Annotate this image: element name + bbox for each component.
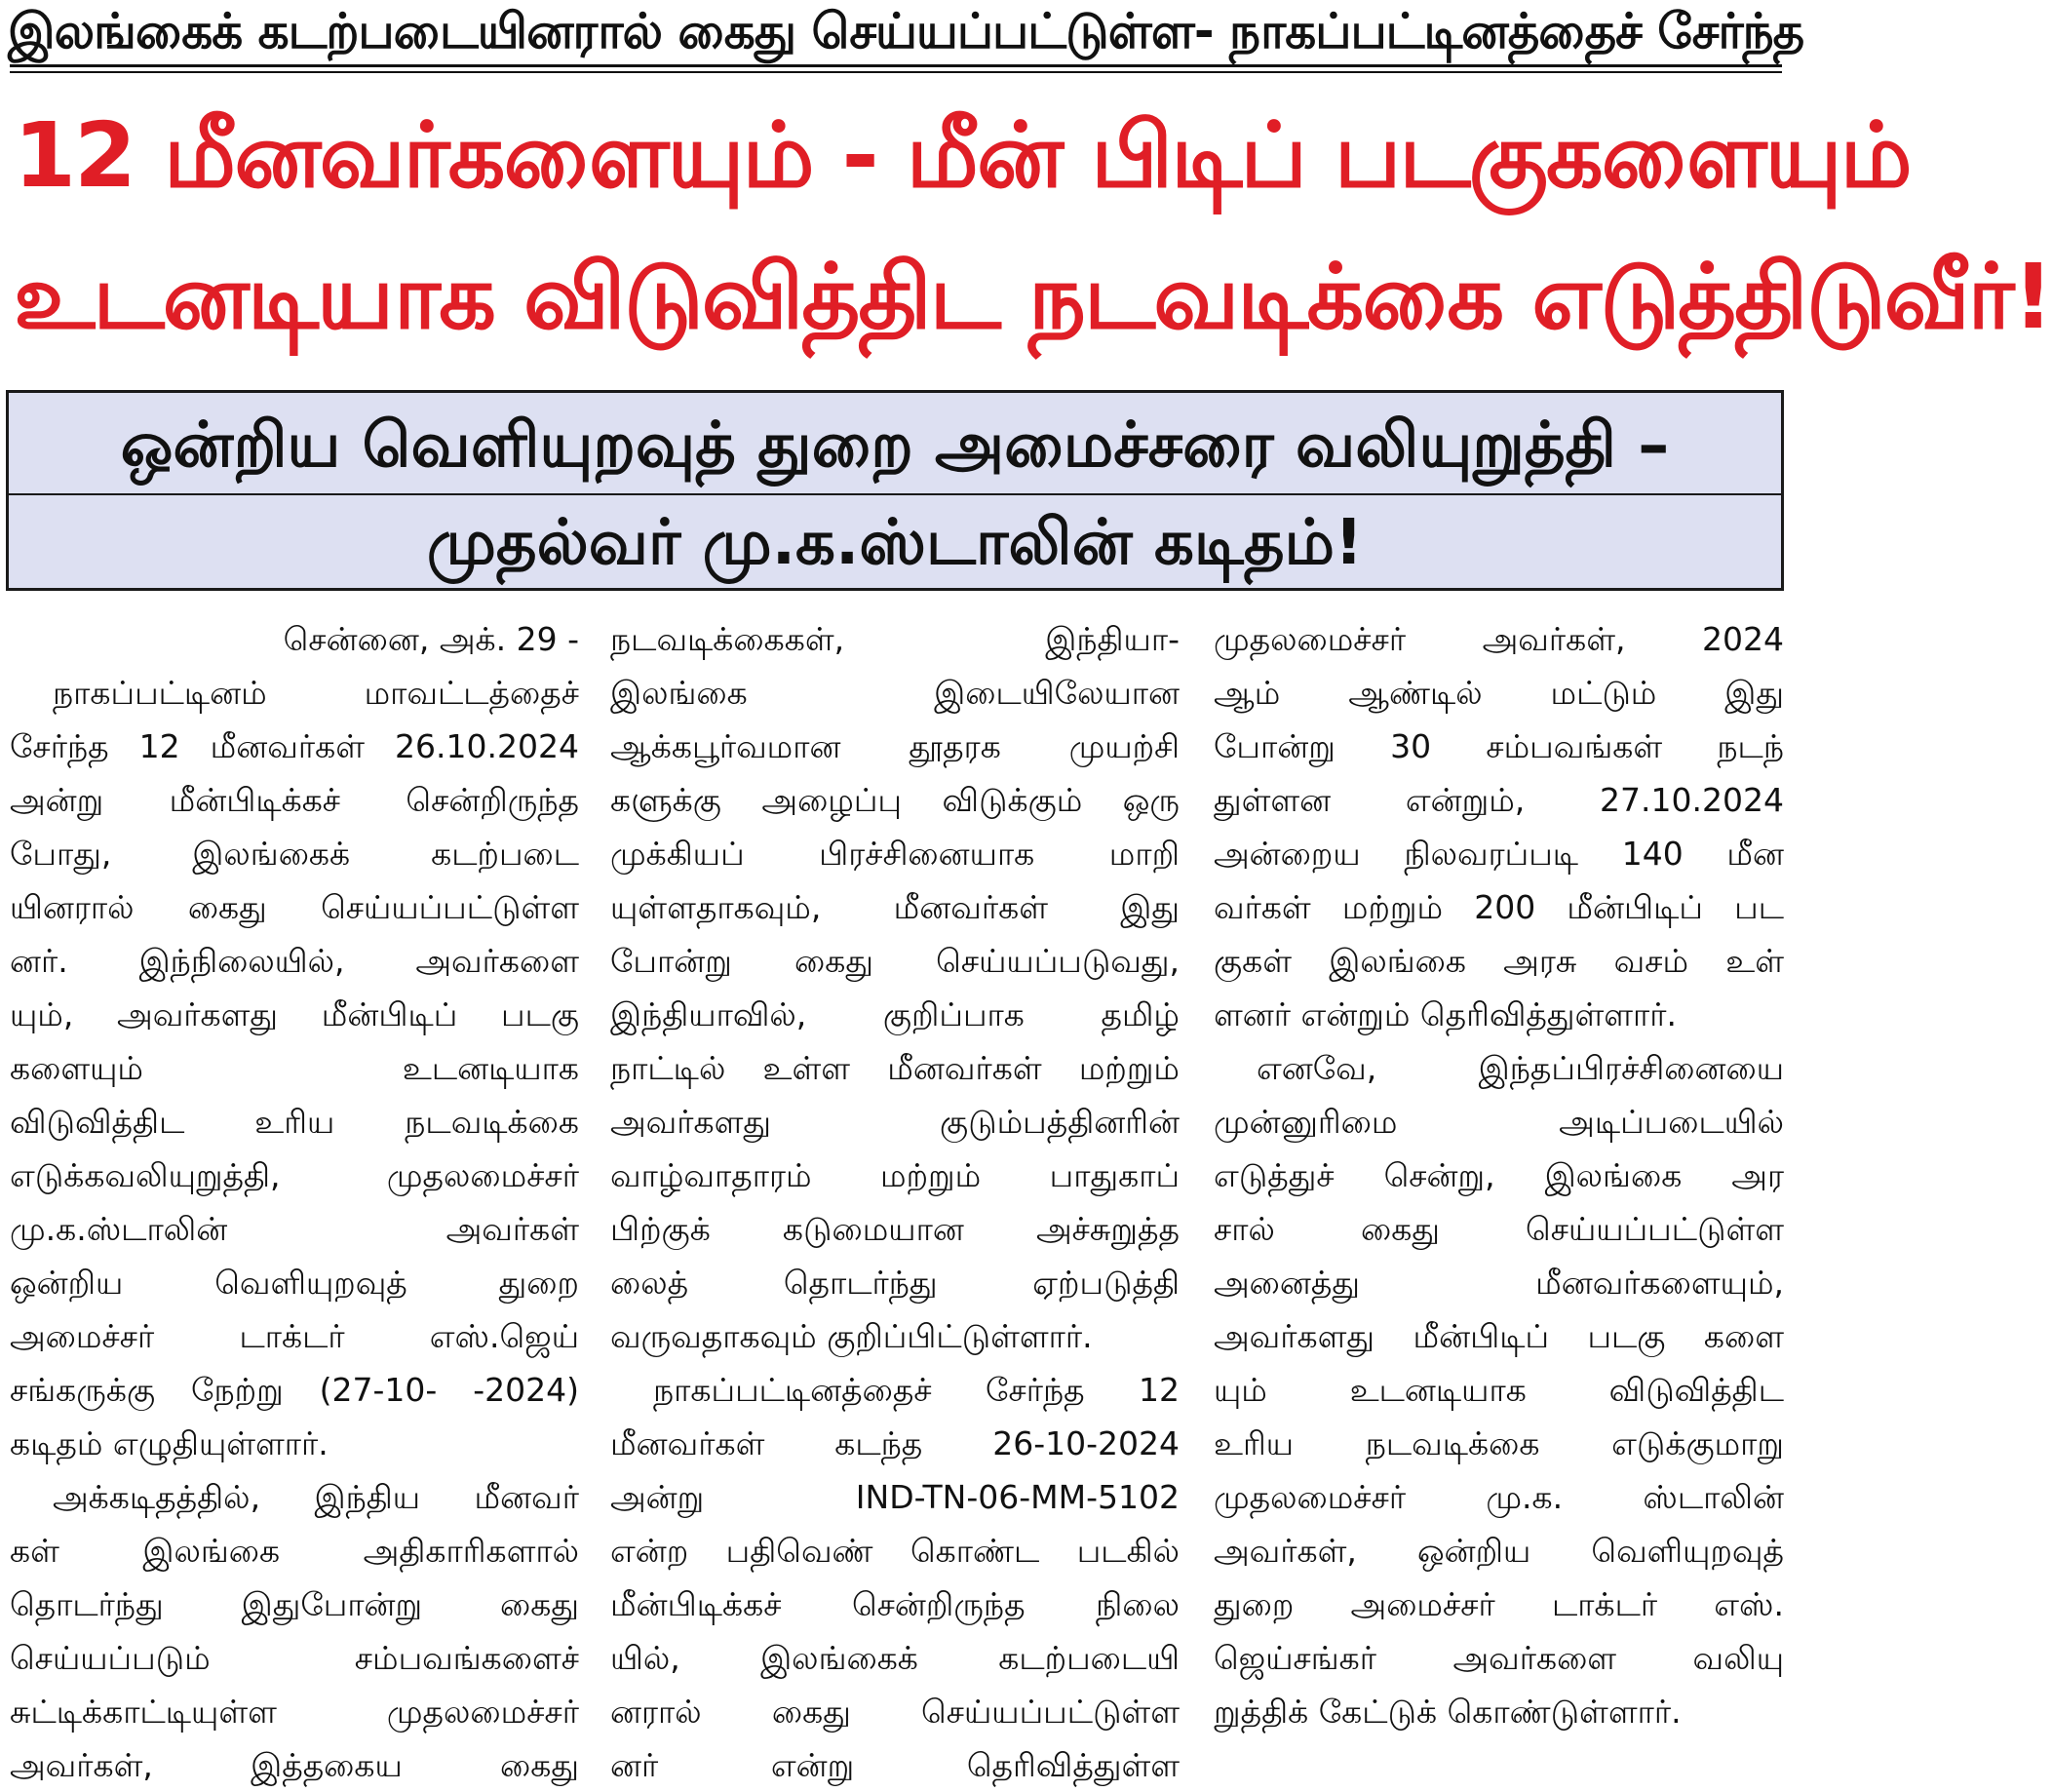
article-line: பிற்குக் கடுமையான அச்சுறுத்த [610, 1210, 1180, 1248]
article-line: னர். இந்நிலையில், அவர்களை [10, 942, 579, 980]
article-line: ஜெய்சங்கர் அவர்களை வலியு [1214, 1639, 1784, 1677]
article-line: நாட்டில் உள்ள மீனவர்கள் மற்றும் [610, 1049, 1180, 1087]
article-line: மீன்பிடிக்கச் சென்றிருந்த நிலை [610, 1585, 1180, 1623]
subheadline-line-1: ஒன்றிய வெளியுறவுத் துறை அமைச்சரை வலியுறுத்தி – [120, 409, 1670, 482]
kicker-underline [10, 64, 1782, 67]
kicker-underline-2 [10, 71, 1782, 73]
subheadline-box [6, 390, 1784, 591]
article-line: சுட்டிக்காட்டியுள்ள முதலமைச்சர் [10, 1693, 579, 1731]
article-line: யும் உடனடியாக விடுவித்திட [1214, 1371, 1784, 1409]
main-headline-line-2: உடனடியாக விடுவித்திட நடவடிக்கை எடுத்திடுவீர்! [14, 245, 2052, 349]
article-line: அவர்கள், ஒன்றிய வெளியுறவுத் [1214, 1532, 1784, 1570]
article-line: றுத்திக் கேட்டுக் கொண்டுள்ளார். [1214, 1693, 1682, 1731]
article-line: மு.க.ஸ்டாலின் அவர்கள் [10, 1210, 579, 1248]
article-line: சங்கருக்கு நேற்று (27-10- -2024) [10, 1371, 579, 1409]
article-line: அமைச்சர் டாக்டர் எஸ்.ஜெய் [10, 1317, 579, 1355]
article-line: முக்கியப் பிரச்சினையாக மாறி [610, 835, 1180, 873]
article-line: செய்யப்படும் சம்பவங்களைச் [10, 1639, 579, 1677]
article-line: அவர்களது குடும்பத்தினரின் [610, 1103, 1180, 1141]
article-line: நாகப்பட்டினத்தைச் சேர்ந்த 12 [653, 1371, 1180, 1409]
article-line: நடவடிக்கைகள், இந்தியா- [610, 620, 1180, 658]
article-line: துறை அமைச்சர் டாக்டர் எஸ். [1214, 1585, 1784, 1623]
article-column-1 [10, 612, 579, 1784]
article-line: அனைத்து மீனவர்களையும், [1214, 1264, 1784, 1302]
article-line: ளனர் என்றும் தெரிவித்துள்ளார். [1214, 995, 1678, 1033]
article-line: ஒன்றிய வெளியுறவுத் துறை [10, 1264, 579, 1302]
article-line: போன்று 30 சம்பவங்கள் நடந் [1214, 727, 1784, 765]
article-line: அக்கடிதத்தில், இந்திய மீனவர் [53, 1478, 579, 1516]
article-line: நாகப்பட்டினம் மாவட்டத்தைச் [53, 674, 579, 712]
article-line: இலங்கை இடையிலேயான [610, 674, 1180, 712]
article-line: விடுவித்திட உரிய நடவடிக்கை [10, 1103, 579, 1141]
subheadline-divider [9, 493, 1781, 495]
article-line: வருவதாகவும் குறிப்பிட்டுள்ளார். [610, 1317, 1093, 1355]
article-line: முதலமைச்சர் அவர்கள், 2024 [1214, 620, 1784, 658]
article-line: தொடர்ந்து இதுபோன்று கைது [10, 1585, 579, 1623]
article-line: யில், இலங்கைக் கடற்படையி [610, 1639, 1180, 1677]
article-line: இந்தியாவில், குறிப்பாக தமிழ் [610, 995, 1180, 1033]
article-line: உரிய நடவடிக்கை எடுக்குமாறு [1214, 1424, 1784, 1462]
article-line: னர் என்று தெரிவித்துள்ள [610, 1746, 1180, 1784]
article-line: கள் இலங்கை அதிகாரிகளால் [10, 1532, 579, 1570]
article-line: அவர்கள், இத்தகைய கைது [10, 1746, 579, 1784]
article-line: என்ற பதிவெண் கொண்ட படகில் [610, 1532, 1180, 1570]
article-line: குகள் இலங்கை அரசு வசம் உள் [1214, 942, 1784, 980]
article-line: எடுத்துச் சென்று, இலங்கை அர [1214, 1156, 1784, 1194]
article-line: வாழ்வாதாரம் மற்றும் பாதுகாப் [610, 1156, 1180, 1194]
article-column-3 [1214, 612, 1784, 1763]
article-line: கடிதம் எழுதியுள்ளார். [10, 1424, 329, 1462]
article-line: சென்னை, அக். 29 - [283, 620, 579, 658]
article-line: போன்று கைது செய்யப்படுவது, [610, 942, 1180, 980]
article-line: யும், அவர்களது மீன்பிடிப் படகு [10, 995, 579, 1033]
article-line: யுள்ளதாகவும், மீனவர்கள் இது [610, 888, 1180, 926]
article-line: அன்று மீன்பிடிக்கச் சென்றிருந்த [10, 781, 579, 819]
subheadline-line-2: முதல்வர் மு.க.ஸ்டாலின் கடிதம்! [426, 507, 1364, 579]
article-line: னரால் கைது செய்யப்பட்டுள்ள [610, 1693, 1180, 1731]
article-line: எனவே, இந்தப்பிரச்சினையை [1257, 1049, 1784, 1087]
article-line: அன்று IND-TN-06-MM-5102 [610, 1478, 1180, 1516]
article-column-2 [610, 612, 1180, 1784]
article-line: ஆம் ஆண்டில் மட்டும் இது [1214, 674, 1784, 712]
article-line: சால் கைது செய்யப்பட்டுள்ள [1214, 1210, 1784, 1248]
article-line: யினரால் கைது செய்யப்பட்டுள்ள [10, 888, 579, 926]
article-line: அவர்களது மீன்பிடிப் படகு களை [1214, 1317, 1784, 1355]
article-line: களுக்கு அழைப்பு விடுக்கும் ஒரு [610, 781, 1180, 819]
article-line: துள்ளன என்றும், 27.10.2024 [1214, 781, 1784, 819]
article-line: முன்னுரிமை அடிப்படையில் [1214, 1103, 1784, 1141]
article-line: மீனவர்கள் கடந்த 26-10-2024 [610, 1424, 1180, 1462]
article-line: களையும் உடனடியாக [10, 1049, 579, 1087]
main-headline-line-1: 12 மீனவர்களையும் - மீன் பிடிப் படகுகளையும் [14, 103, 1911, 208]
article-line: எடுக்கவலியுறுத்தி, முதலமைச்சர் [10, 1156, 579, 1194]
article-line: போது, இலங்கைக் கடற்படை [10, 835, 579, 873]
article-line: அன்றைய நிலவரப்படி 140 மீன [1214, 835, 1784, 873]
article-line: லைத் தொடர்ந்து ஏற்படுத்தி [610, 1264, 1180, 1302]
article-line: ஆக்கபூர்வமான தூதரக முயற்சி [610, 727, 1180, 765]
article-line: வர்கள் மற்றும் 200 மீன்பிடிப் பட [1214, 888, 1784, 926]
article-line: சேர்ந்த 12 மீனவர்கள் 26.10.2024 [10, 727, 579, 765]
kicker-headline: இலங்கைக் கடற்படையினரால் கைது செய்யப்பட்டுள்ள- நாகப்பட்டினத்தைச் சேர்ந்த [8, 3, 1804, 59]
article-line: முதலமைச்சர் மு.க. ஸ்டாலின் [1214, 1478, 1784, 1516]
